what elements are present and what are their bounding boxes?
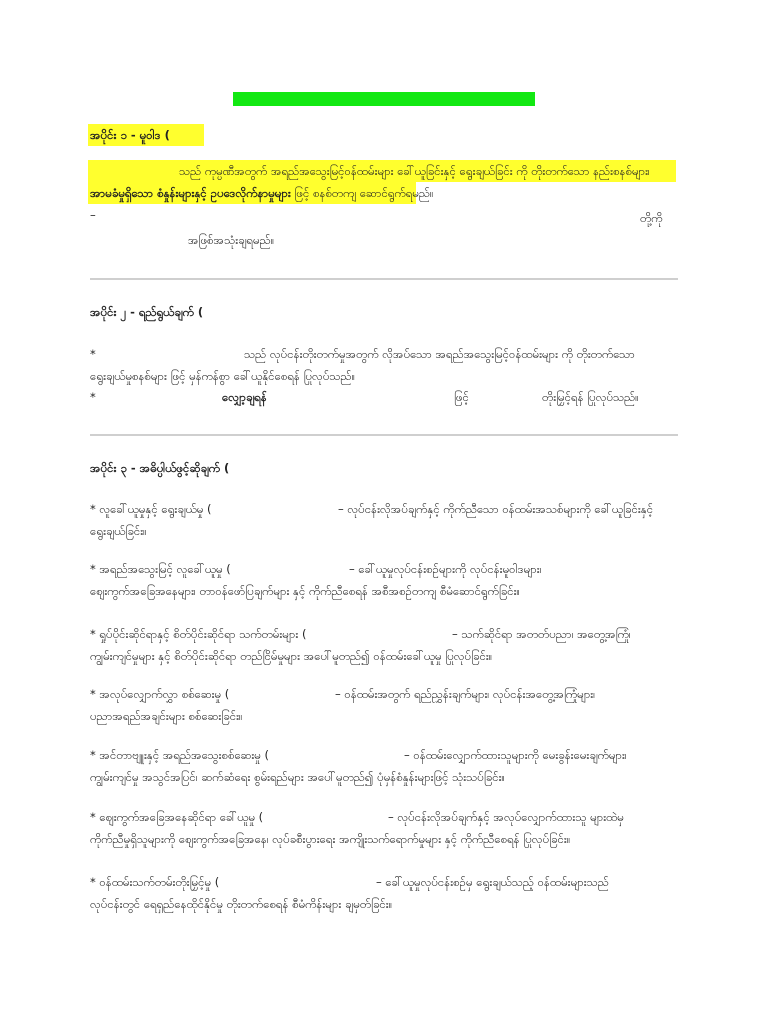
section2-bullet2-part-a: လျှော့ချရန် <box>222 390 267 404</box>
definition-item-lead: * အရည်အသွေးမြင့် လူခေါ်ယူမှု ( <box>90 562 231 576</box>
section1-line2 <box>90 182 434 204</box>
section2-heading: အပိုင်း ၂ - ရည်ရွယ်ချက် ( <box>90 305 204 319</box>
definition-item-right: – လုပ်ငန်းလိုအပ်ချက်နှင့် ကိုက်ညီသော ဝန်ထမ်းအသစ်များကို ခေါ်ယူခြင်းနှင့် <box>338 502 654 516</box>
definition-item-lead: * အင်တာဗျူးနှင့် အရည်အသွေးစစ်ဆေးမှု ( <box>90 748 270 762</box>
definition-item-lead: * လူခေါ်ယူမှုနှင့် ရွေးချယ်မှု ( <box>90 502 212 516</box>
definition-item-cont: ကျွမ်းကျင်မှုများ နှင့် စိတ်ပိုင်းဆိုင်ရာ တည်ငြိမ်မှုများ အပေါ်မူတည်၍ ဝန်ထမ်းခေါ်ယူမှု ပြုလုပ်ခြင်း။ <box>90 649 493 663</box>
section1-toko: တို့ကို <box>640 211 663 225</box>
definition-item-cont: ရွေးချယ်ခြင်း။ <box>90 524 147 538</box>
definition-item-cont: လုပ်ငန်းတွင် ရေရှည်နေထိုင်နိုင်မှု တိုးတက်စေရန် စီမံကိန်းများ ချမှတ်ခြင်း။ <box>90 897 393 911</box>
definition-item-lead: * ရှုပ်ပိုင်းဆိုင်ရာနှင့် စိတ်ပိုင်းဆိုင်ရာ သက်တမ်းများ ( <box>90 627 307 641</box>
definition-item-cont: ကိုက်ညီမှုရှိသူများကို ဈေးကွက်အခြေအနေ၊ လုပ်ခစီးပွားရေး အကျိုးသက်ရောက်မှုများ နှင့် ကိုက်ညီစေရန် ပြုလုပ်ခြင်း။ <box>90 832 571 846</box>
definition-item-right: – လုပ်ငန်းလိုအပ်ချက်နှင့် အလုပ်လျှောက်ထားသူ များထဲမှ <box>388 810 624 824</box>
section2-bullet2-part-c: တိုးမြှင့်ရန် ပြုလုပ်သည်။ <box>542 390 639 404</box>
section1-line2-bold: အာမခံမှုရှိသော စံနှုန်းများနှင့် ဥပဒေလိုက်နာမှုများ <box>90 186 291 200</box>
section2-bullet1-line2: ရွေးချယ်မှုစနစ်များ ဖြင့် မှန်ကန်စွာ ခေါ်ယူနိုင်စေရန် ပြုလုပ်သည်။ <box>90 369 356 383</box>
divider-1 <box>90 278 678 280</box>
section1-line1: သည် ကုမ္ပဏီအတွက် အရည်အသွေးမြင့်ဝန်ထမ်းများ ခေါ်ယူခြင်းနှင့် ရွေးချယ်ခြင်း ကို တိုးတက်သော နည်းစနစ်များ၊ <box>179 164 650 178</box>
definition-item-right: – ဝန်ထမ်းအတွက် ရည်ညွှန်းချက်များ၊ လုပ်ငန်းအတွေ့အကြုံများ၊ <box>335 687 596 701</box>
section3-heading: အပိုင်း ၃ - အဓိပ္ပါယ်ဖွင့်ဆိုချက် ( <box>90 461 230 475</box>
definition-item-right: – ခေါ်ယူမှုလုပ်ငန်းစဉ်မှ ရွေးချယ်သည့် ဝန်ထမ်းများသည် <box>376 875 609 889</box>
section2-bullet2-star: * <box>90 390 96 404</box>
section2-bullet1-star: * <box>90 347 96 361</box>
definition-item-cont: ပညာအရည်အချင်းများ စစ်ဆေးခြင်း။ <box>90 709 243 723</box>
section1-line4: အဖြစ်အသုံးချရမည်။ <box>188 233 275 247</box>
definition-item-lead: * အလုပ်လျှောက်လွှာ စစ်ဆေးမှု ( <box>90 687 230 701</box>
definition-item-lead: * ဝန်ထမ်းသက်တမ်းတိုးမြှင့်မှု ( <box>90 875 220 889</box>
section2-bullet1-line1: သည် လုပ်ငန်းတိုးတက်မှုအတွက် လိုအပ်သော အရည်အသွေးမြင့်ဝန်ထမ်းများ ကို တိုးတက်သော <box>244 347 635 361</box>
section1-dash: – <box>90 208 96 222</box>
section1-line2-rest: ဖြင့် စနစ်တကျ ဆောင်ရွက်ရမည်။ <box>294 186 434 200</box>
definition-item-right: – ဝန်ထမ်းလျှောက်ထားသူများကို မေးခွန်းမေးချက်များ၊ <box>404 748 627 762</box>
definition-item-right: – သက်ဆိုင်ရာ အတတ်ပညာ၊ အတွေ့အကြုံ၊ <box>452 627 631 641</box>
section1-heading: အပိုင်း ၁ - မူဝါဒ ( <box>90 128 170 142</box>
definition-item-cont: ဈေးကွက်အခြေအနေများ၊ တာဝန်ဖော်ပြချက်များ နှင့် ကိုက်ညီစေရန် အစီအစဉ်တကျ စီမံဆောင်ရွက်ခြင်း။ <box>90 584 521 598</box>
definition-item-lead: * ဈေးကွက်အခြေအနေဆိုင်ရာ ခေါ်ယူမှု ( <box>90 810 264 824</box>
title-highlight-bar <box>233 92 535 106</box>
section2-bullet2-part-b: ဖြင့် <box>454 390 469 404</box>
divider-2 <box>90 434 678 436</box>
definition-item-cont: ကျွမ်းကျင်မှု အသွင်အပြင်၊ ဆက်ဆံရေး စွမ်းရည်များ အပေါ်မူတည်၍ ပုံမှန်စံနှုန်းများဖြင့် သုံးသပ်ခြင်း။ <box>90 770 505 784</box>
definition-item-right: – ခေါ်ယူမှုလုပ်ငန်းစဉ်များကို လုပ်ငန်းမူဝါဒများ၊ <box>349 562 542 576</box>
